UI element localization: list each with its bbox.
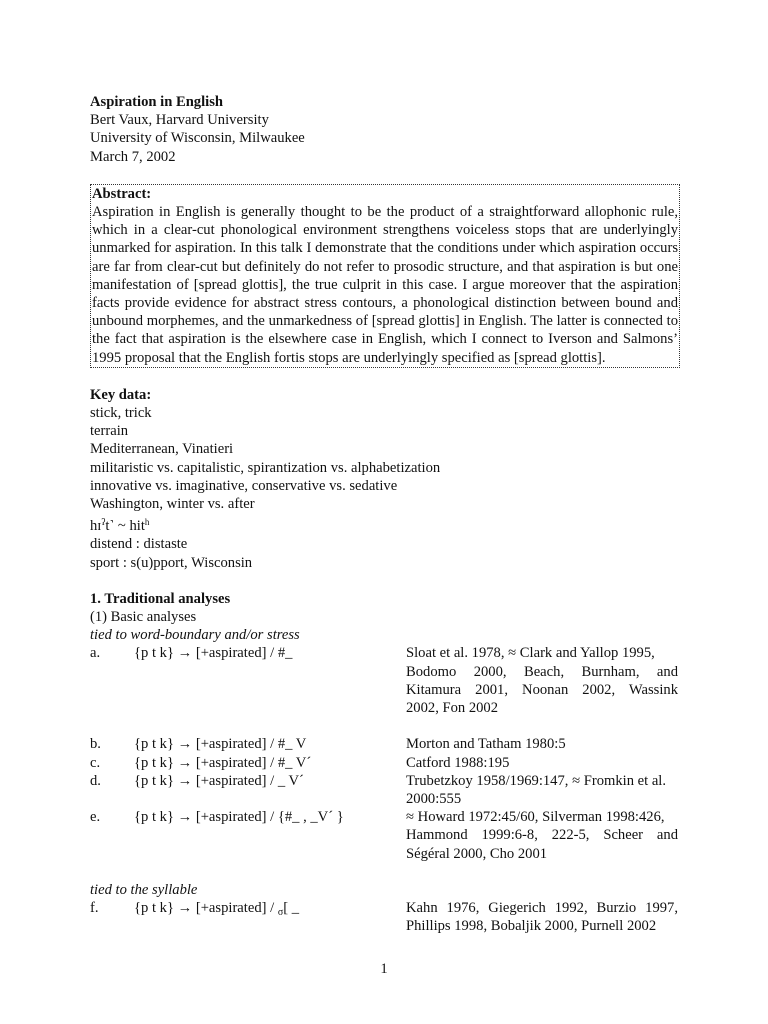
rule-text: [ _ (283, 900, 300, 917)
reference-line: Phillips 1998, Bobaljik 2000, Purnell 2002 (406, 918, 657, 935)
key-data-item: Mediterranean, Vinatieri (90, 441, 234, 458)
example-reference (406, 772, 678, 808)
example-reference (406, 808, 678, 863)
example-row-f (90, 899, 678, 935)
abstract-heading: Abstract: (92, 185, 152, 202)
example-label: d. (90, 772, 101, 789)
reference-line: Kitamura 2001, Noonan 2002, Wassink (406, 681, 678, 698)
key-data-item: Washington, winter vs. after (90, 496, 255, 513)
reference-line: 2000:555 (406, 791, 462, 808)
reference-line: Hammond 1999:6-8, 222-5, Scheer and (406, 827, 678, 844)
subsection-label: (1) Basic analyses (90, 609, 197, 626)
paper-title: Aspiration in English (90, 94, 224, 110)
hit-base: hɪ (90, 518, 102, 535)
example-reference (406, 735, 678, 753)
rule-text: {p t k} → [+aspirated] / (134, 900, 278, 917)
reference-line: Bodomo 2000, Beach, Burnham, and (406, 663, 678, 680)
key-data-item: sport : s(u)pport, Wisconsin (90, 554, 253, 571)
document-page (90, 93, 678, 935)
example-reference (406, 899, 678, 935)
section-heading: 1. Traditional analyses (90, 590, 231, 607)
key-data-hit-line (90, 513, 678, 535)
abstract-box (90, 184, 680, 368)
key-data-item: innovative vs. imaginative, conservative vs. sedative (90, 477, 398, 494)
page-number: 1 (380, 961, 388, 977)
example-reference (406, 644, 678, 717)
example-row-d (90, 772, 678, 808)
key-data-item: stick, trick (90, 405, 152, 422)
category-label-word: tied to word-boundary and/or stress (90, 627, 300, 644)
example-rule: {p t k} → [+aspirated] / {#_ , _V´ } (134, 809, 344, 826)
category-label-syllable: tied to the syllable (90, 881, 198, 898)
author-line: Bert Vaux, Harvard University (90, 112, 269, 129)
reference-line: 2002, Fon 2002 (406, 700, 499, 717)
example-row-c (90, 754, 678, 772)
example-label: f. (90, 900, 99, 917)
reference-line: Trubetzkoy 1958/1969:147, ≈ Fromkin et al. (406, 772, 667, 789)
example-reference (406, 754, 678, 772)
reference-line: Ségéral 2000, Cho 2001 (406, 845, 548, 862)
reference-line: Sloat et al. 1978, ≈ Clark and Yallop 1995, (406, 645, 655, 662)
example-rule: {p t k} → [+aspirated] / #_ (134, 645, 293, 662)
reference-line: Kahn 1976, Giegerich 1992, Burzio 1997, (406, 900, 678, 917)
key-data-item: distend : distaste (90, 536, 188, 553)
sigma-subscript: σ (277, 907, 284, 919)
example-row-b (90, 735, 678, 753)
example-rule (134, 899, 299, 922)
key-data-heading: Key data: (90, 386, 152, 403)
reference-line: Catford 1988:195 (406, 754, 510, 771)
glottal-superscript: ʔ (101, 517, 106, 528)
example-rule: {p t k} → [+aspirated] / #_ V´ (134, 754, 312, 771)
example-rule: {p t k} → [+aspirated] / #_ V (134, 736, 307, 753)
example-label: e. (90, 809, 101, 826)
example-label: a. (90, 645, 101, 662)
key-data-item: militaristic vs. capitalistic, spirantization vs. alphabetization (90, 459, 441, 476)
aspiration-superscript: h (144, 517, 150, 528)
example-label: b. (90, 736, 101, 753)
abstract-text: Aspiration in English is generally thought to be the product of a straightforward allophonic rule, which in a clear-cut phonological environment strengthens voiceless stops that are underlyingly unmarked for aspiration. In this talk I demonstrate that the conditions under which aspiration occurs are far from clear-cut but definitely do not refer to prosodic structure, and that aspiration is but one manifestation of [spread glottis], the true culprit in this case. I argue moreover that the aspiration facts provide evidence for abstract stress contours, a phonological distinction between bound and unbound morphemes, and the unmarkedness of [spread glottis] in English. The latter is connected to the fact that aspiration is the elsewhere case in English, which I connect to Iverson and Salmons’ 1995 proposal that the English fortis stops are underlyingly specified as [spread glottis]. (92, 204, 678, 366)
key-data-item: terrain (90, 423, 129, 440)
example-row-e (90, 808, 678, 863)
hit-mid: t˺ ~ hit (105, 518, 145, 535)
venue-line: University of Wisconsin, Milwaukee (90, 130, 305, 147)
example-rule: {p t k} → [+aspirated] / _ V´ (134, 772, 304, 789)
example-label: c. (90, 754, 101, 771)
reference-line: Morton and Tatham 1980:5 (406, 736, 566, 753)
date-line: March 7, 2002 (90, 148, 176, 165)
example-row-a (90, 644, 678, 735)
reference-line: ≈ Howard 1972:45/60, Silverman 1998:426, (406, 809, 665, 826)
